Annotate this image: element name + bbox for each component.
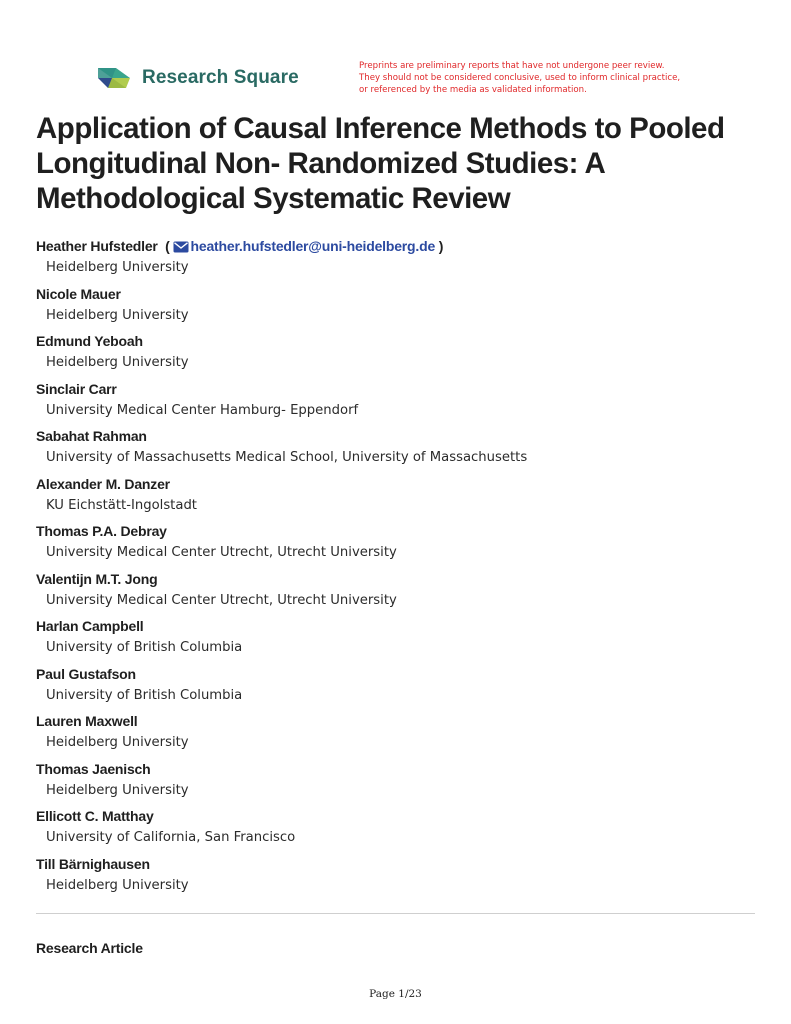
author-entry: [36, 426, 756, 474]
preprint-disclaimer: [359, 60, 719, 97]
disclaimer-line: or referenced by the media as validated information.: [359, 85, 587, 96]
logo-text: Research Square: [142, 67, 299, 88]
author-name: Alexander M. Danzer: [36, 475, 170, 492]
author-name: Harlan Campbell: [36, 618, 144, 634]
author-entry: [36, 711, 756, 759]
author-entry: [36, 616, 756, 664]
author-affiliation: University Medical Center Hamburg- Eppendorf: [46, 402, 359, 418]
author-entry: [36, 379, 756, 427]
page-number: Page 1/23: [369, 988, 422, 1000]
title-line: Longitudinal Non- Randomized Studies: A: [36, 147, 606, 180]
author-name: Thomas Jaenisch: [36, 760, 151, 777]
author-email-link[interactable]: heather.hufstedler@uni-heidelberg.de: [190, 238, 436, 254]
author-entry: [36, 236, 756, 284]
author-affiliation: Heidelberg University: [46, 307, 189, 323]
paper-title: [36, 111, 766, 216]
title-line: Methodological Systematic Review: [36, 182, 511, 215]
author-affiliation: KU Eichstätt-Ingolstadt: [46, 497, 197, 513]
author-name: Heather Hufstedler: [36, 238, 158, 254]
disclaimer-line: Preprints are preliminary reports that have not undergone peer review.: [359, 61, 665, 71]
envelope-icon: [173, 241, 189, 253]
author-name: Thomas P.A. Debray: [36, 523, 167, 539]
author-name: Nicole Mauer: [36, 285, 121, 302]
author-email-group: [161, 238, 443, 254]
author-name: Paul Gustafson: [36, 665, 136, 682]
author-entry: [36, 569, 756, 617]
author-entry: [36, 854, 756, 902]
author-affiliation: Heidelberg University: [46, 782, 189, 798]
author-name: Sinclair Carr: [36, 380, 117, 397]
author-affiliation: University of British Columbia: [46, 640, 243, 655]
author-name-row: [36, 236, 756, 256]
author-entry: [36, 664, 756, 712]
author-entry: [36, 806, 756, 854]
disclaimer-line: They should not be considered conclusive, used to inform clinical practice,: [359, 73, 681, 84]
author-affiliation: Heidelberg University: [46, 877, 189, 893]
author-affiliation: University of British Columbia: [46, 687, 243, 703]
page-header: [0, 0, 791, 110]
article-type-label: Research Article: [36, 940, 143, 956]
research-square-logo[interactable]: [96, 64, 299, 92]
author-affiliation: Heidelberg University: [46, 260, 189, 275]
author-name: Lauren Maxwell: [36, 713, 138, 729]
email-paren-open: (: [165, 238, 170, 254]
author-affiliation: University of California, San Francisco: [46, 830, 296, 845]
author-name: Till Bärnighausen: [36, 855, 150, 872]
author-name: Edmund Yeboah: [36, 333, 143, 349]
author-list: [36, 236, 756, 901]
author-name: Ellicott C. Matthay: [36, 808, 154, 824]
author-entry: [36, 759, 756, 807]
author-affiliation: University Medical Center Utrecht, Utrecht University: [46, 545, 397, 560]
author-affiliation: University of Massachusetts Medical School, University of Massachusetts: [46, 450, 528, 465]
author-affiliation: Heidelberg University: [46, 355, 189, 370]
author-name: Valentijn M.T. Jong: [36, 570, 158, 587]
author-entry: [36, 284, 756, 332]
research-square-logo-icon: [96, 64, 132, 92]
author-entry: [36, 331, 756, 379]
author-affiliation: University Medical Center Utrecht, Utrecht University: [46, 592, 397, 608]
email-paren-close: ): [438, 238, 444, 254]
author-affiliation: Heidelberg University: [46, 735, 189, 750]
author-entry: [36, 474, 756, 522]
section-divider: [36, 913, 755, 914]
author-name: Sabahat Rahman: [36, 428, 147, 444]
author-entry: [36, 521, 756, 569]
title-line: Application of Causal Inference Methods to Pooled: [36, 112, 725, 145]
